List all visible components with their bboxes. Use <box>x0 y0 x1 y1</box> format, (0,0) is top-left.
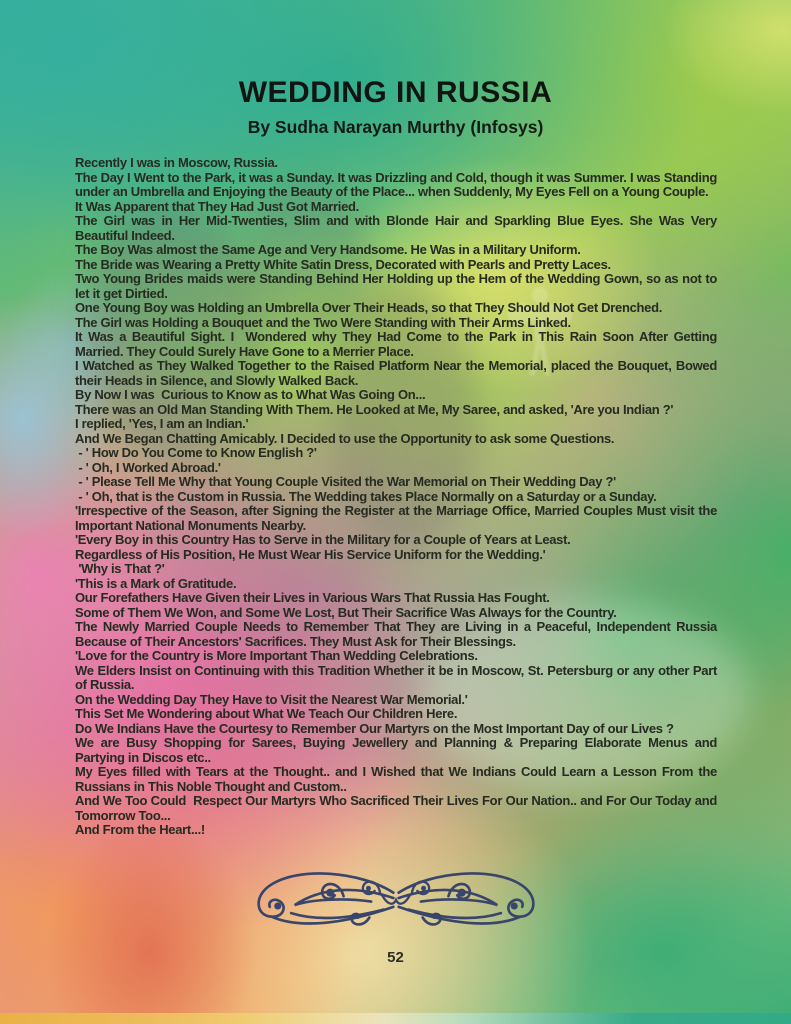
article-paragraph: We are Busy Shopping for Sarees, Buying Jewellery and Planning & Preparing Elaborate Menus and Partying in Discos etc.. <box>75 735 721 765</box>
article-paragraph: Do We Indians Have the Courtesy to Remember Our Martyrs on the Most Important Day of our Lives ? <box>75 720 674 736</box>
article-byline: By Sudha Narayan Murthy (Infosys) <box>247 117 544 137</box>
article-paragraph: 'Love for the Country is More Important Than Wedding Celebrations. <box>75 648 478 663</box>
article-paragraph: By Now I was Curious to Know as to What Was Going On... <box>75 387 426 402</box>
article-paragraph: Recently I was in Moscow, Russia. <box>75 155 278 170</box>
article-paragraph: It Was Apparent that They Had Just Got Married. <box>75 198 359 214</box>
article-paragraph: Some of Them We Won, and Some We Lost, But Their Sacrifice Was Always for the Country. <box>75 604 617 620</box>
article-paragraph: This Set Me Wondering about What We Teach Our Children Here. <box>75 706 458 721</box>
article-paragraph: I Watched as They Walked Together to the Raised Platform Near the Memorial, placed the Bouquet, Bowed their Heads in Silence, and Slowly Walked Back. <box>75 358 721 388</box>
article-paragraph: 'Every Boy in this Country Has to Serve in the Military for a Couple of Years at Least. <box>75 532 571 547</box>
article-paragraph: On the Wedding Day They Have to Visit the Nearest War Memorial.' <box>75 691 468 707</box>
article-body <box>75 155 721 838</box>
article-paragraph: One Young Boy was Holding an Umbrella Over Their Heads, so that They Should Not Get Drenched. <box>75 300 663 315</box>
page-number: 52 <box>387 949 404 966</box>
article-paragraph: Regardless of His Position, He Must Wear His Service Uniform for the Wedding.' <box>75 546 546 562</box>
article-paragraph: My Eyes filled with Tears at the Thought.. and I Wished that We Indians Could Learn a Lesson From the Russians in This Noble Thought and Custom.. <box>75 764 721 794</box>
article-paragraph: I replied, 'Yes, I am an Indian.' <box>75 416 249 431</box>
article-paragraph: We Elders Insist on Continuing with this Tradition Whether it be in Moscow, St. Petersburg or any other Part of Russia. <box>75 662 721 692</box>
article-paragraph: Our Forefathers Have Given their Lives in Various Wars That Russia Has Fought. <box>75 590 550 605</box>
article-paragraph: The Newly Married Couple Needs to Remember That They are Living in a Peaceful, Independent Russia Because of Their Ancestors' Sacrifices. They Must Ask for Their Blessings. <box>75 619 721 649</box>
article-paragraph: The Boy Was almost the Same Age and Very Handsome. He Was in a Military Uniform. <box>75 242 581 257</box>
article-paragraph: Two Young Brides maids were Standing Behind Her Holding up the Hem of the Wedding Gown, so as not to let it get Dirtied. <box>75 271 721 301</box>
article-paragraph: - ' How Do You Come to Know English ?' <box>75 445 317 460</box>
article-paragraph: The Bride was Wearing a Pretty White Satin Dress, Decorated with Pearls and Pretty Laces. <box>75 256 611 272</box>
article-paragraph: The Girl was Holding a Bouquet and the Two Were Standing with Their Arms Linked. <box>75 314 571 330</box>
article-paragraph: - ' Oh, I Worked Abroad.' <box>75 459 221 475</box>
article-paragraph: The Girl was in Her Mid-Twenties, Slim and with Blonde Hair and Sparkling Blue Eyes. She Was Very Beautiful Indeed. <box>75 213 721 243</box>
article-paragraph: And We Began Chatting Amicably. I Decided to use the Opportunity to ask some Questions. <box>75 430 615 446</box>
flourish-divider-icon <box>226 866 566 930</box>
article-paragraph: It Was a Beautiful Sight. I Wondered why They Had Come to the Park in This Rain Soon After Getting Married. They Could Surely Have Gone to a Merrier Place. <box>75 329 721 359</box>
article-paragraph: - ' Oh, that is the Custom in Russia. The Wedding takes Place Normally on a Saturday or a Sunday. <box>75 488 657 504</box>
article-paragraph: And From the Heart...! <box>75 822 205 837</box>
article-paragraph: - ' Please Tell Me Why that Young Couple Visited the War Memorial on Their Wedding Day ?' <box>75 474 616 489</box>
article-paragraph: There was an Old Man Standing With Them. He Looked at Me, My Saree, and asked, 'Are you Indian ?' <box>75 401 674 417</box>
flourish-divider <box>0 866 791 935</box>
article-paragraph: And We Too Could Respect Our Martyrs Who Sacrificed Their Lives For Our Nation.. and For Our Today and Tomorrow Too... <box>75 793 721 823</box>
article-paragraph: The Day I Went to the Park, it was a Sunday. It was Drizzling and Cold, though it was Summer. I was Standing under an Umbrella and Enjoying the Beauty of the Place... when Suddenly, My Eyes Fell on a Young Couple. <box>75 169 721 199</box>
article-title: WEDDING IN RUSSIA <box>238 76 553 109</box>
article-paragraph: 'Why is That ?' <box>75 561 165 576</box>
article-paragraph: 'Irrespective of the Season, after Signing the Register at the Marriage Office, Married Couples Must visit the Important National Monuments Nearby. <box>75 503 721 533</box>
article-paragraph: 'This is a Mark of Gratitude. <box>75 575 237 591</box>
